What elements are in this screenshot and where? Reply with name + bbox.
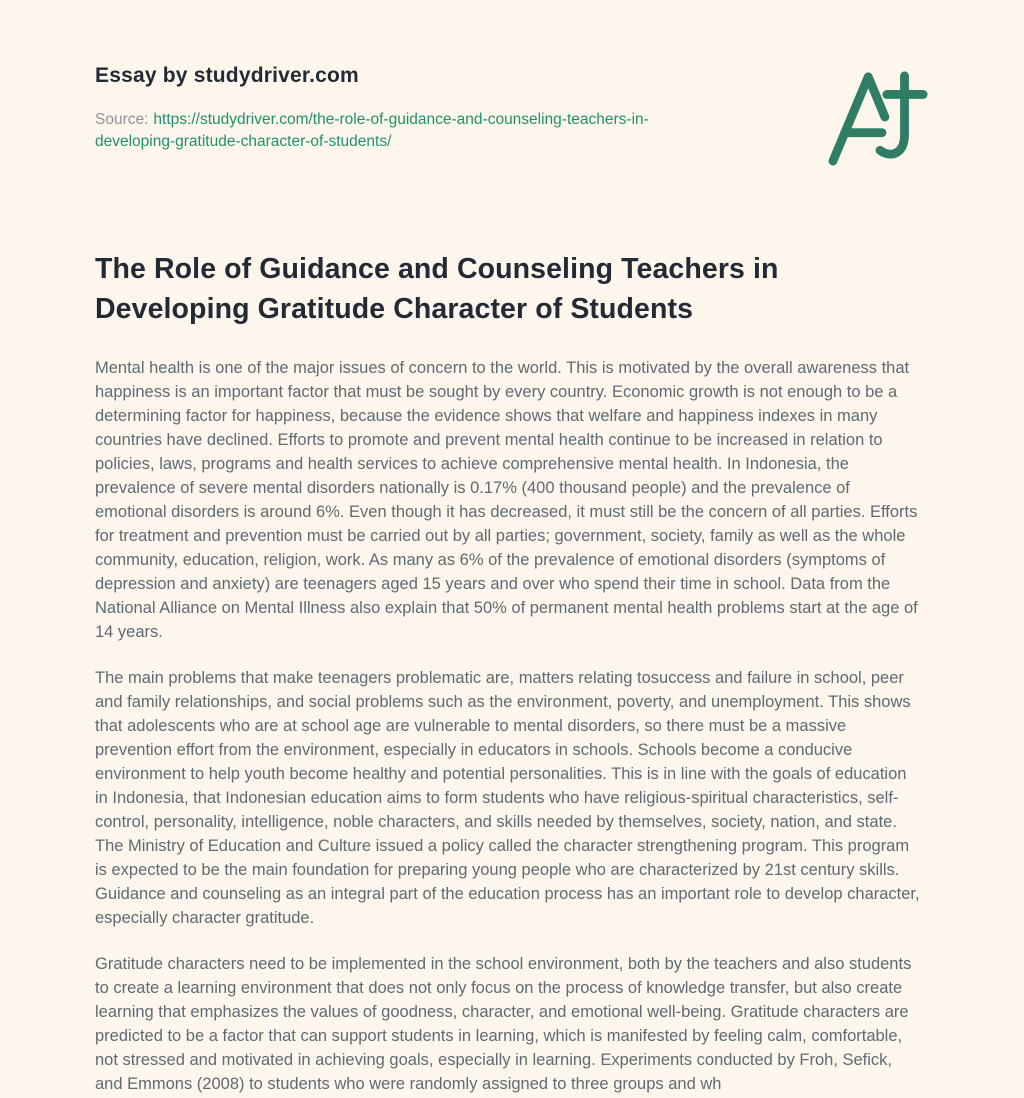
essay-byline: Essay by studydriver.com <box>95 64 359 87</box>
source-line <box>95 109 713 153</box>
a-dagger-monogram-icon <box>826 68 934 166</box>
essay-text <box>95 356 928 1096</box>
source-label: Source: <box>95 111 149 128</box>
essay-paragraph: Gratitude characters need to be implemented in the school environment, both by the teachers and also students to create a learning environment that does not only focus on the process of knowledge transfer, but also create learning that emphasizes the values of goodness, character, and emotional well-being. Gratitude characters are predicted to be a factor that can support students in learning, which is manifested by feeling calm, comfortable, not stressed and motivated in achieving goals, especially in learning. Experiments conducted by Froh, Sefick, and Emmons (2008) to students who were randomly assigned to three groups and wh <box>95 955 912 1093</box>
essay-paragraph: Mental health is one of the major issues of concern to the world. This is motivated by the overall awareness that happiness is an important factor that must be sought by every country. Economic growth is not enough to be a determining factor for happiness, because the evidence shows that welfare and happiness indexes in many countries have declined. Efforts to promote and prevent mental health continue to be increased in relation to policies, laws, programs and health services to achieve comprehensive mental health. In Indonesia, the prevalence of severe mental disorders nationally is 0.17% (400 thousand people) and the prevalence of emotional disorders is around 6%. Even though it has decreased, it must still be the concern of all parties. Efforts for treatment and prevention must be carried out by all parties; government, society, family as well as the whole community, education, religion, work. As many as 6% of the prevalence of emotional disorders (symptoms of depression and anxiety) are teenagers aged 15 years and over who spend their time in school. Data from the National Alliance on Mental Illness also explain that 50% of permanent mental health problems start at the age of 14 years. <box>95 359 918 641</box>
essay-paragraph: The main problems that make teenagers problematic are, matters relating tosuccess and failure in school, peer and family relationships, and social problems such as the environment, poverty, and unemployment. This shows that adolescents who are at school age are vulnerable to mental disorders, so there must be a massive prevention effort from the environment, especially in educators in schools. Schools become a conducive environment to help youth become healthy and potential personalities. This is in line with the goals of education in Indonesia, that Indonesian education aims to form students who have religious-spiritual characteristics, self-control, personality, intelligence, noble characters, and skills needed by themselves, society, nation, and state. The Ministry of Education and Culture issued a policy called the character strengthening program. This program is expected to be the main foundation for preparing young people who are characterized by 21st century skills. Guidance and counseling as an integral part of the education process has an important role to develop character, especially character gratitude. <box>95 669 920 927</box>
source-link[interactable]: https://studydriver.com/the-role-of-guidance-and-counseling-teachers-in-developing-gratitude-character-of-students/ <box>95 111 649 150</box>
page-title: The Role of Guidance and Counseling Teachers in Developing Gratitude Character of Students <box>95 253 779 325</box>
essay-body <box>95 249 928 1096</box>
essay-header <box>95 64 928 153</box>
studydriver-logo-icon <box>826 68 934 166</box>
